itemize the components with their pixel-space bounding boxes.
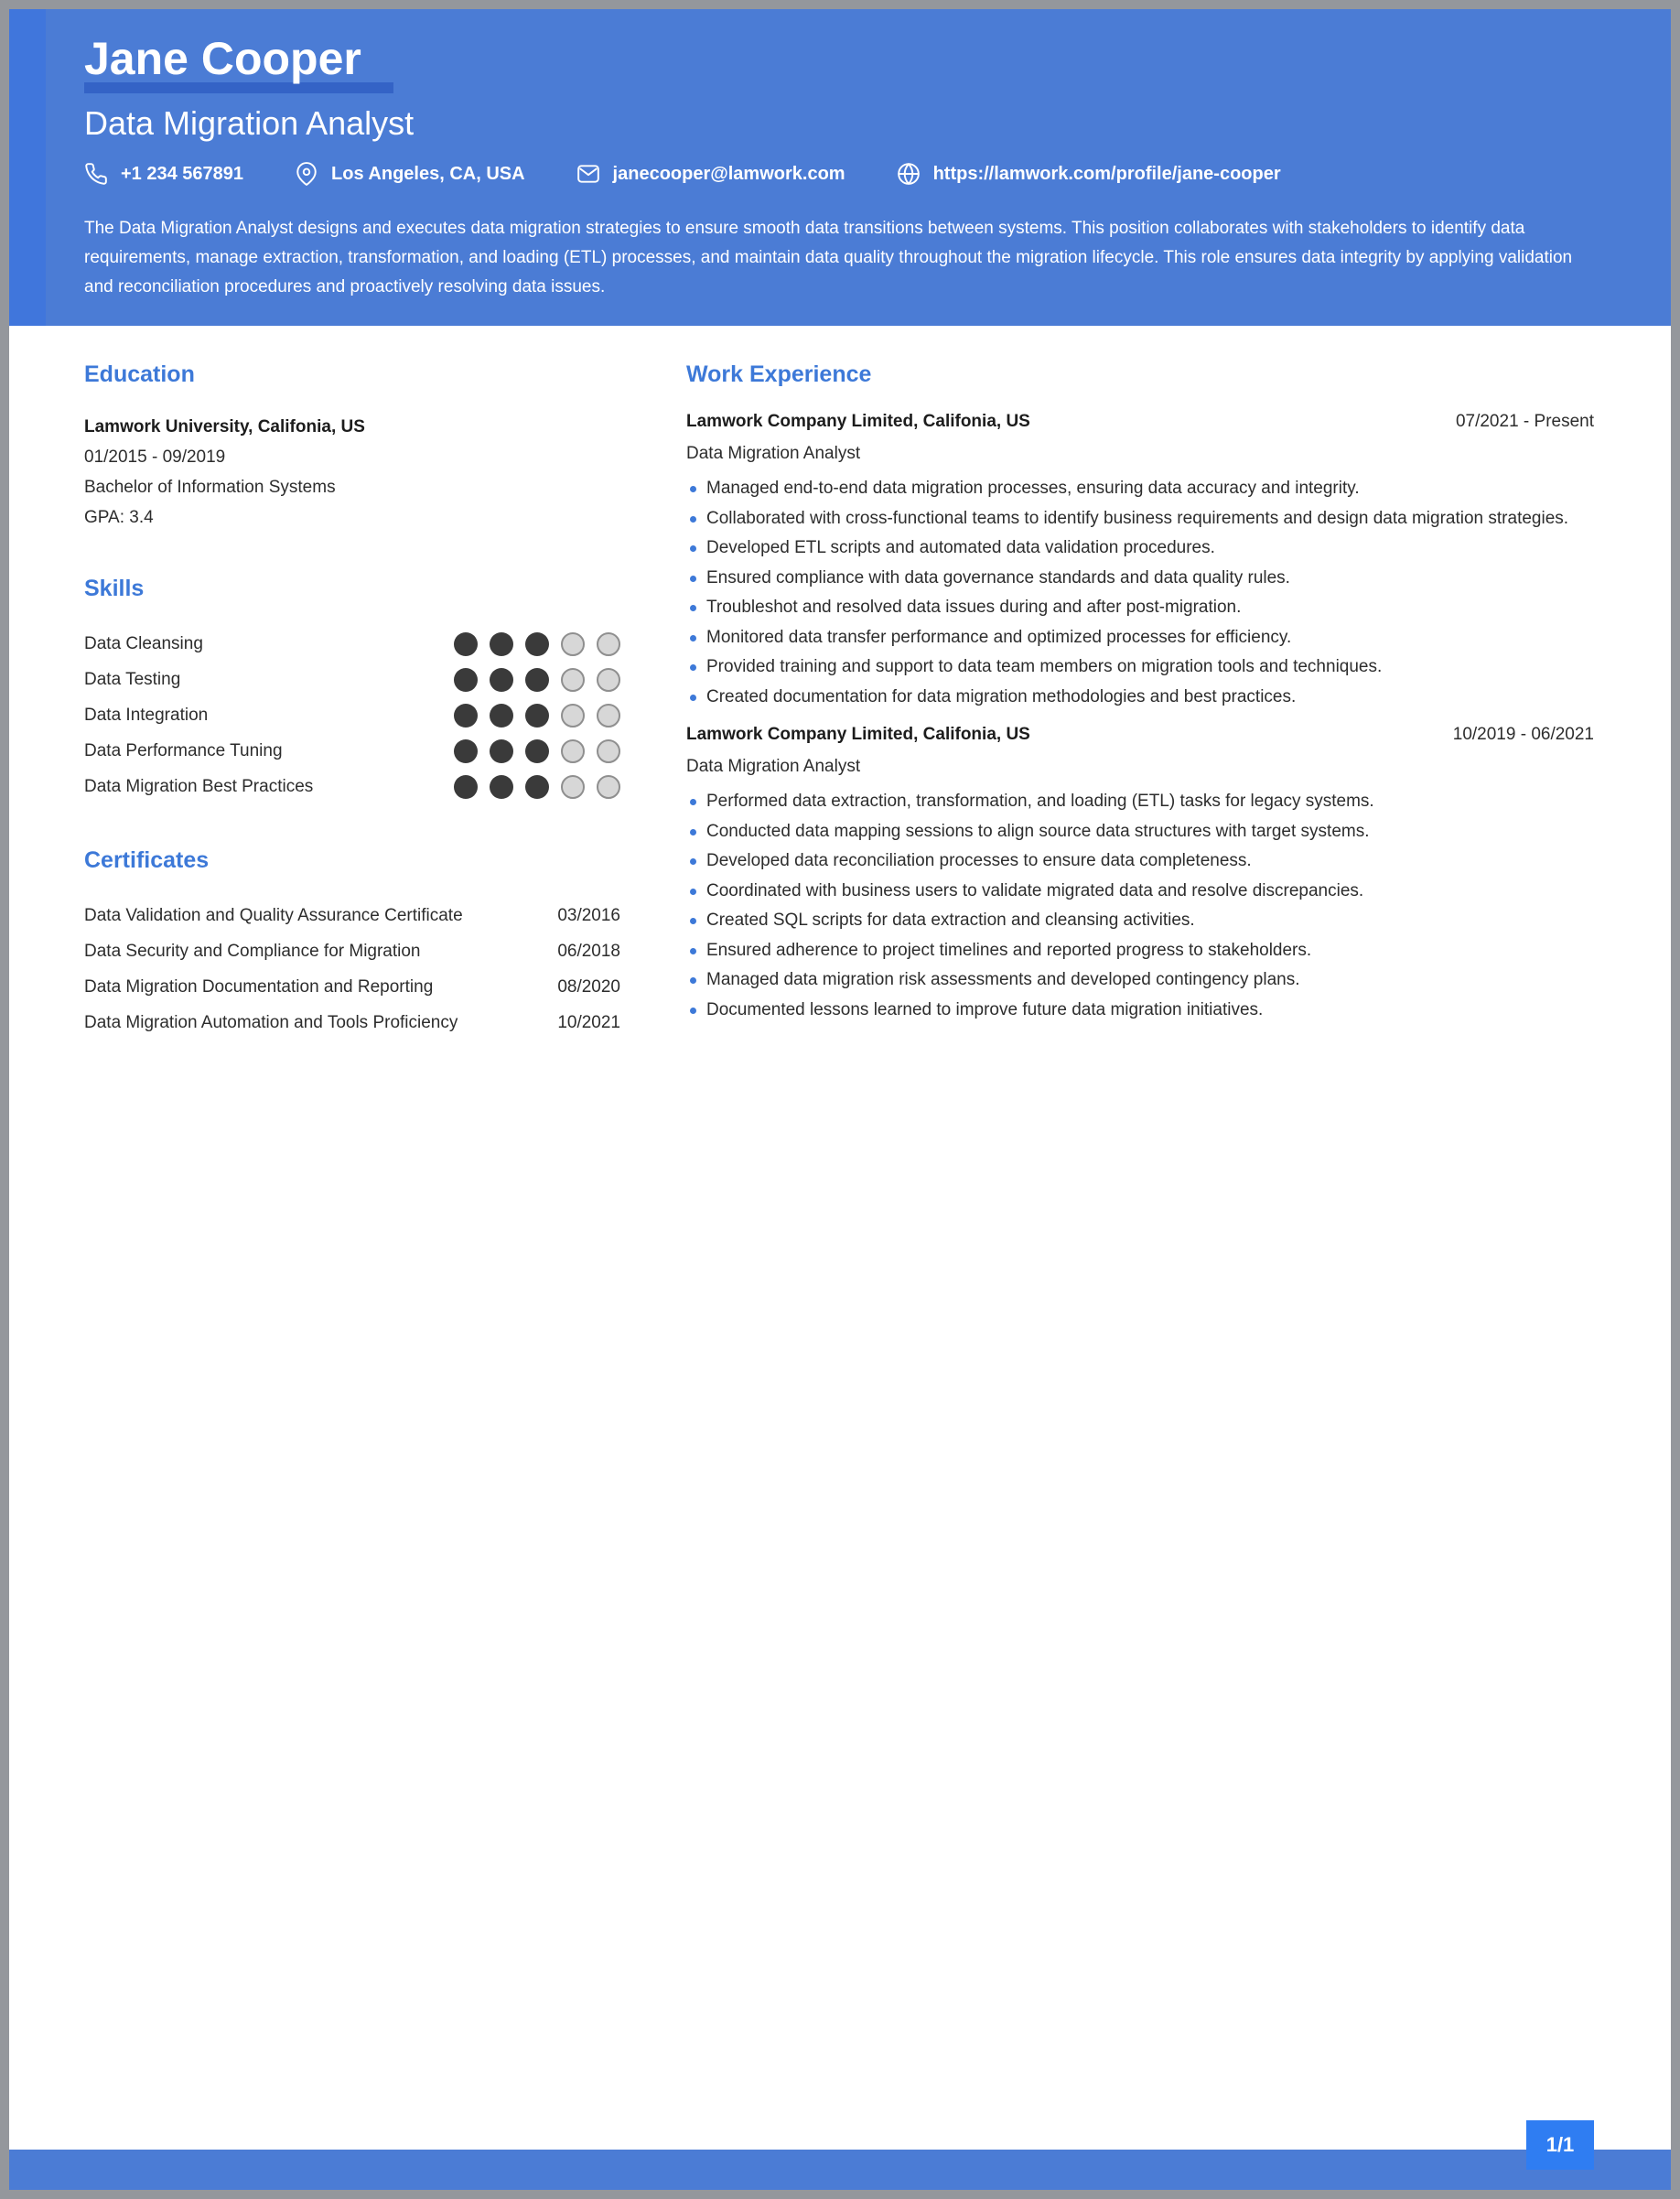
- skill-level-dots: [454, 775, 620, 799]
- certificate-date: 10/2021: [557, 1012, 620, 1032]
- contact-row: [84, 159, 1594, 189]
- skill-dot-filled: [454, 775, 478, 799]
- skill-dot-filled: [525, 668, 549, 692]
- skill-name: Data Integration: [84, 705, 209, 725]
- skill-dot-filled: [490, 775, 513, 799]
- job-bullet: Managed end-to-end data migration processes, ensuring data accuracy and integrity.: [686, 474, 1594, 504]
- certificate-date: 06/2018: [557, 941, 620, 961]
- certificate-name: Data Validation and Quality Assurance Certificate: [84, 905, 463, 925]
- certificate-name: Data Security and Compliance for Migration: [84, 941, 421, 961]
- skill-dot-filled: [490, 739, 513, 763]
- skill-dot-filled: [525, 704, 549, 728]
- job-header: [686, 725, 1594, 745]
- resume-body: [9, 326, 1671, 2150]
- skill-row: [84, 697, 620, 733]
- certificates-section: [84, 846, 620, 1040]
- skill-row: [84, 662, 620, 697]
- skills-list: [84, 626, 620, 804]
- contact-label: https://lamwork.com/profile/jane-cooper: [932, 163, 1281, 184]
- skill-row: [84, 769, 620, 804]
- job-entry: [686, 412, 1594, 712]
- skill-dot-empty: [597, 775, 620, 799]
- education-gpa: GPA: 3.4: [84, 508, 154, 527]
- job-bullet: Coordinated with business users to validate migrated data and resolve discrepancies.: [686, 877, 1594, 907]
- skill-dot-empty: [597, 632, 620, 656]
- job-bullet: Provided training and support to data team members on migration tools and techniques.: [686, 652, 1594, 683]
- skill-dot-empty: [561, 704, 585, 728]
- certificates-list: [84, 898, 620, 1040]
- job-title: Data Migration Analyst: [686, 757, 861, 776]
- job-bullet: Performed data extraction, transformation, and loading (ETL) tasks for legacy systems.: [686, 787, 1594, 817]
- skill-level-dots: [454, 668, 620, 692]
- certificates-heading: Certificates: [84, 847, 210, 873]
- education-degree: Bachelor of Information Systems: [84, 478, 336, 497]
- skill-dot-empty: [597, 704, 620, 728]
- header-accent-strip: [9, 9, 46, 326]
- skill-level-dots: [454, 632, 620, 656]
- phone-icon: [84, 162, 108, 186]
- skill-dot-filled: [454, 739, 478, 763]
- skill-dot-empty: [561, 632, 585, 656]
- job-header: [686, 412, 1594, 432]
- skill-dot-empty: [597, 668, 620, 692]
- skill-name: Data Migration Best Practices: [84, 776, 314, 796]
- skill-dot-filled: [525, 632, 549, 656]
- job-dates: 10/2019 - 06/2021: [1452, 725, 1594, 744]
- certificate-date: 03/2016: [557, 905, 620, 925]
- company-name: Lamwork Company Limited, Califonia, US: [686, 725, 1030, 744]
- job-bullet: Created documentation for data migration methodologies and best practices.: [686, 683, 1594, 713]
- certificate-row: [84, 898, 620, 933]
- job-bullet: Developed data reconciliation processes to ensure data completeness.: [686, 846, 1594, 877]
- jobs-list: [686, 412, 1594, 1025]
- job-bullet: Ensured compliance with data governance standards and data quality rules.: [686, 564, 1594, 594]
- skill-dot-filled: [454, 632, 478, 656]
- page-number-badge: 1/1: [1526, 2120, 1594, 2170]
- page-footer-bar: [9, 2150, 1671, 2190]
- skills-heading: Skills: [84, 576, 145, 601]
- skill-dot-filled: [525, 775, 549, 799]
- education-heading: Education: [84, 361, 195, 387]
- job-bullet: Managed data migration risk assessments and developed contingency plans.: [686, 965, 1594, 996]
- contact-globe: [897, 162, 1281, 186]
- job-bullet: Troubleshot and resolved data issues during and after post-migration.: [686, 593, 1594, 623]
- education-section: [84, 361, 620, 533]
- skill-name: Data Performance Tuning: [84, 740, 283, 760]
- skill-dot-empty: [561, 739, 585, 763]
- skill-dot-filled: [490, 704, 513, 728]
- skill-dot-empty: [561, 668, 585, 692]
- skill-row: [84, 733, 620, 769]
- certificate-name: Data Migration Documentation and Reporting: [84, 976, 434, 997]
- skill-dot-filled: [525, 739, 549, 763]
- skill-name: Data Testing: [84, 669, 181, 689]
- email-icon: [576, 162, 600, 186]
- company-name: Lamwork Company Limited, Califonia, US: [686, 412, 1030, 431]
- candidate-name: Jane Cooper: [84, 33, 361, 84]
- skill-level-dots: [454, 739, 620, 763]
- certificate-row: [84, 1005, 620, 1040]
- skill-dot-filled: [454, 668, 478, 692]
- job-bullet: Conducted data mapping sessions to align source data structures with target systems.: [686, 817, 1594, 847]
- job-bullets: [686, 787, 1594, 1025]
- job-bullet: Created SQL scripts for data extraction and cleansing activities.: [686, 906, 1594, 936]
- resume-page: [9, 9, 1671, 2190]
- globe-icon: [897, 162, 921, 186]
- skill-name: Data Cleansing: [84, 633, 203, 653]
- skill-dot-filled: [454, 704, 478, 728]
- location-icon: [295, 162, 318, 186]
- contact-label: Los Angeles, CA, USA: [331, 163, 525, 184]
- profile-summary: The Data Migration Analyst designs and executes data migration strategies to ensure smooth data transitions between systems. This position collaborates with stakeholders to identify data requirements, manage extraction, transformation, and loading (ETL) processes, and maintain data quality throughout the migration lifecycle. This role ensures data integrity by applying validation and reconciliation procedures and proactively resolving data issues.: [84, 219, 1573, 296]
- contact-phone: [84, 162, 243, 186]
- work-experience-section: [686, 361, 1594, 2150]
- work-experience-heading: Work Experience: [686, 361, 872, 387]
- job-bullet: Documented lessons learned to improve future data migration initiatives.: [686, 996, 1594, 1026]
- skill-dot-empty: [597, 739, 620, 763]
- skills-section: [84, 575, 620, 804]
- job-bullet: Collaborated with cross-functional teams to identify business requirements and design data migration strategies.: [686, 504, 1594, 534]
- skill-dot-empty: [561, 775, 585, 799]
- certificate-date: 08/2020: [557, 976, 620, 997]
- education-dates: 01/2015 - 09/2019: [84, 447, 226, 467]
- skill-dot-filled: [490, 632, 513, 656]
- job-bullet: Monitored data transfer performance and optimized processes for efficiency.: [686, 623, 1594, 653]
- contact-location: [295, 162, 525, 186]
- resume-header: [9, 9, 1671, 326]
- skill-dot-filled: [490, 668, 513, 692]
- education-school: Lamwork University, Califonia, US: [84, 417, 365, 437]
- job-bullets: [686, 474, 1594, 712]
- certificate-row: [84, 969, 620, 1005]
- certificate-name: Data Migration Automation and Tools Proficiency: [84, 1012, 458, 1032]
- job-bullet: Ensured adherence to project timelines and reported progress to stakeholders.: [686, 936, 1594, 966]
- contact-label: +1 234 567891: [121, 163, 244, 184]
- certificate-row: [84, 933, 620, 969]
- skill-row: [84, 626, 620, 662]
- job-title: Data Migration Analyst: [686, 444, 861, 463]
- contact-label: janecooper@lamwork.com: [612, 163, 845, 184]
- job-entry: [686, 725, 1594, 1025]
- contact-email: [576, 162, 845, 186]
- skill-level-dots: [454, 704, 620, 728]
- job-bullet: Developed ETL scripts and automated data validation procedures.: [686, 534, 1594, 564]
- job-dates: 07/2021 - Present: [1455, 412, 1594, 431]
- left-column: [84, 361, 620, 2150]
- candidate-headline: Data Migration Analyst: [84, 104, 415, 142]
